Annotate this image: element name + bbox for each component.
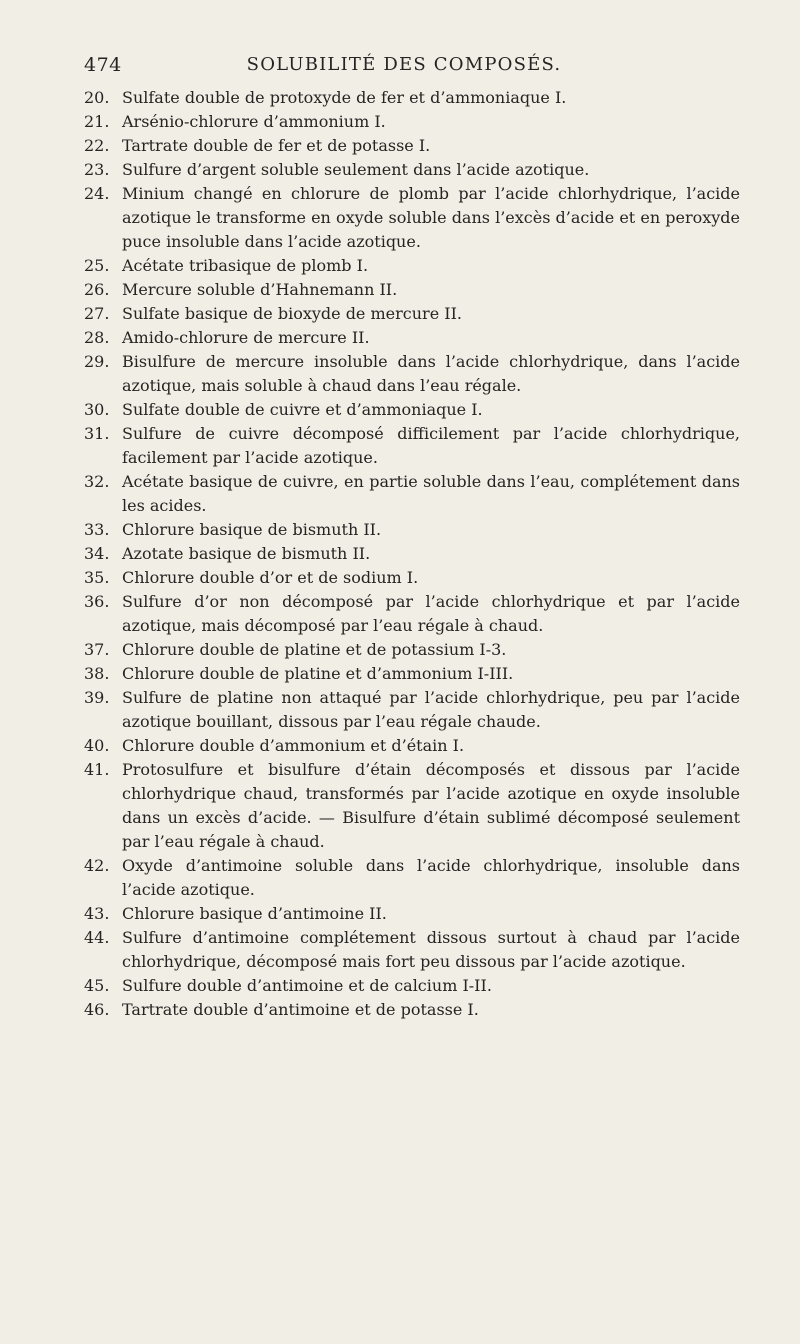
list-item (84, 278, 740, 302)
entry-number: 27. (84, 304, 110, 323)
entry-number: 34. (84, 544, 110, 563)
entry-number: 35. (84, 568, 110, 587)
entry-number: 29. (84, 352, 110, 371)
entry-number: 46. (84, 1000, 110, 1019)
entry-text: Sulfure d’argent soluble seulement dans l’acide azotique. (122, 160, 590, 179)
entry-number: 42. (84, 856, 110, 875)
entry-text: Chlorure double de platine et d’ammonium I-III. (122, 664, 514, 683)
entry-number: 21. (84, 112, 110, 131)
entry-number: 43. (84, 904, 110, 923)
list-item (84, 758, 740, 854)
entry-number: 20. (84, 88, 110, 107)
entry-text: Arsénio-chlorure d’ammonium I. (122, 112, 386, 131)
entry-text: Chlorure basique de bismuth II. (122, 520, 382, 539)
entry-number: 22. (84, 136, 110, 155)
entry-text: Protosulfure et bisulfure d’étain décomposés et dissous par l’acide chlorhydrique chaud, transformés par l’acide azotique en oxyde insoluble dans un excès d’acide. — Bisulfure d’étain sublimé décomposé seulement par l’eau régale à chaud. (122, 760, 740, 851)
list-item (84, 134, 740, 158)
compound-list (84, 86, 740, 1022)
entry-number: 25. (84, 256, 110, 275)
entry-number: 44. (84, 928, 110, 947)
entry-number: 30. (84, 400, 110, 419)
list-item (84, 542, 740, 566)
entry-number: 38. (84, 664, 110, 683)
list-item (84, 974, 740, 998)
entry-text: Sulfure de cuivre décomposé difficilement par l’acide chlorhydrique, facilement par l’acide azotique. (122, 424, 740, 467)
list-item (84, 590, 740, 638)
entry-number: 26. (84, 280, 110, 299)
entry-text: Chlorure double de platine et de potassium I-3. (122, 640, 507, 659)
entry-number: 24. (84, 184, 110, 203)
entry-number: 41. (84, 760, 110, 779)
list-item (84, 566, 740, 590)
page-number: 474 (84, 54, 122, 76)
list-item (84, 734, 740, 758)
entry-text: Sulfate double de protoxyde de fer et d’ammoniaque I. (122, 88, 567, 107)
entry-text: Tartrate double d’antimoine et de potasse I. (122, 1000, 479, 1019)
list-item (84, 350, 740, 398)
list-item (84, 854, 740, 902)
entry-text: Sulfure de platine non attaqué par l’acide chlorhydrique, peu par l’acide azotique bouillant, dissous par l’eau régale chaude. (122, 688, 740, 731)
entry-number: 23. (84, 160, 110, 179)
entry-text: Minium changé en chlorure de plomb par l’acide chlorhydrique, l’acide azotique le transforme en oxyde soluble dans l’excès d’acide et en peroxyde puce insoluble dans l’acide azotique. (122, 184, 740, 251)
entry-number: 31. (84, 424, 110, 443)
entry-text: Chlorure double d’ammonium et d’étain I. (122, 736, 465, 755)
entry-number: 37. (84, 640, 110, 659)
entry-number: 32. (84, 472, 110, 491)
list-item (84, 254, 740, 278)
entry-number: 28. (84, 328, 110, 347)
list-item (84, 302, 740, 326)
entry-text: Acétate basique de cuivre, en partie soluble dans l’eau, complétement dans les acides. (122, 472, 740, 515)
list-item (84, 638, 740, 662)
entry-number: 39. (84, 688, 110, 707)
entry-text: Sulfure d’antimoine complétement dissous surtout à chaud par l’acide chlorhydrique, décomposé mais fort peu dissous par l’acide azotique. (122, 928, 740, 971)
entry-text: Sulfate double de cuivre et d’ammoniaque I. (122, 400, 483, 419)
list-item (84, 902, 740, 926)
list-item (84, 398, 740, 422)
entry-text: Amido-chlorure de mercure II. (122, 328, 370, 347)
list-item (84, 110, 740, 134)
entry-number: 45. (84, 976, 110, 995)
entry-text: Bisulfure de mercure insoluble dans l’acide chlorhydrique, dans l’acide azotique, mais soluble à chaud dans l’eau régale. (122, 352, 740, 395)
list-item (84, 326, 740, 350)
list-item (84, 86, 740, 110)
list-item (84, 686, 740, 734)
list-item (84, 158, 740, 182)
entry-text: Oxyde d’antimoine soluble dans l’acide chlorhydrique, insoluble dans l’acide azotique. (122, 856, 740, 899)
list-item (84, 518, 740, 542)
entry-text: Mercure soluble d’Hahnemann II. (122, 280, 398, 299)
entry-text: Sulfure d’or non décomposé par l’acide chlorhydrique et par l’acide azotique, mais décomposé par l’eau régale à chaud. (122, 592, 740, 635)
running-title: SOLUBILITÉ DES COMPOSÉS. (246, 54, 562, 75)
entry-text: Chlorure double d’or et de sodium I. (122, 568, 419, 587)
entry-text: Sulfure double d’antimoine et de calcium I-II. (122, 976, 492, 995)
entry-number: 40. (84, 736, 110, 755)
list-item (84, 422, 740, 470)
page-header (84, 54, 724, 90)
entry-text: Acétate tribasique de plomb I. (122, 256, 369, 275)
entry-number: 33. (84, 520, 110, 539)
list-item (84, 182, 740, 254)
entry-number: 36. (84, 592, 110, 611)
entry-text: Chlorure basique d’antimoine II. (122, 904, 387, 923)
entry-text: Tartrate double de fer et de potasse I. (122, 136, 431, 155)
entry-text: Azotate basique de bismuth II. (122, 544, 371, 563)
list-item (84, 662, 740, 686)
list-item (84, 470, 740, 518)
entry-text: Sulfate basique de bioxyde de mercure II. (122, 304, 462, 323)
list-item (84, 926, 740, 974)
list-item (84, 998, 740, 1022)
